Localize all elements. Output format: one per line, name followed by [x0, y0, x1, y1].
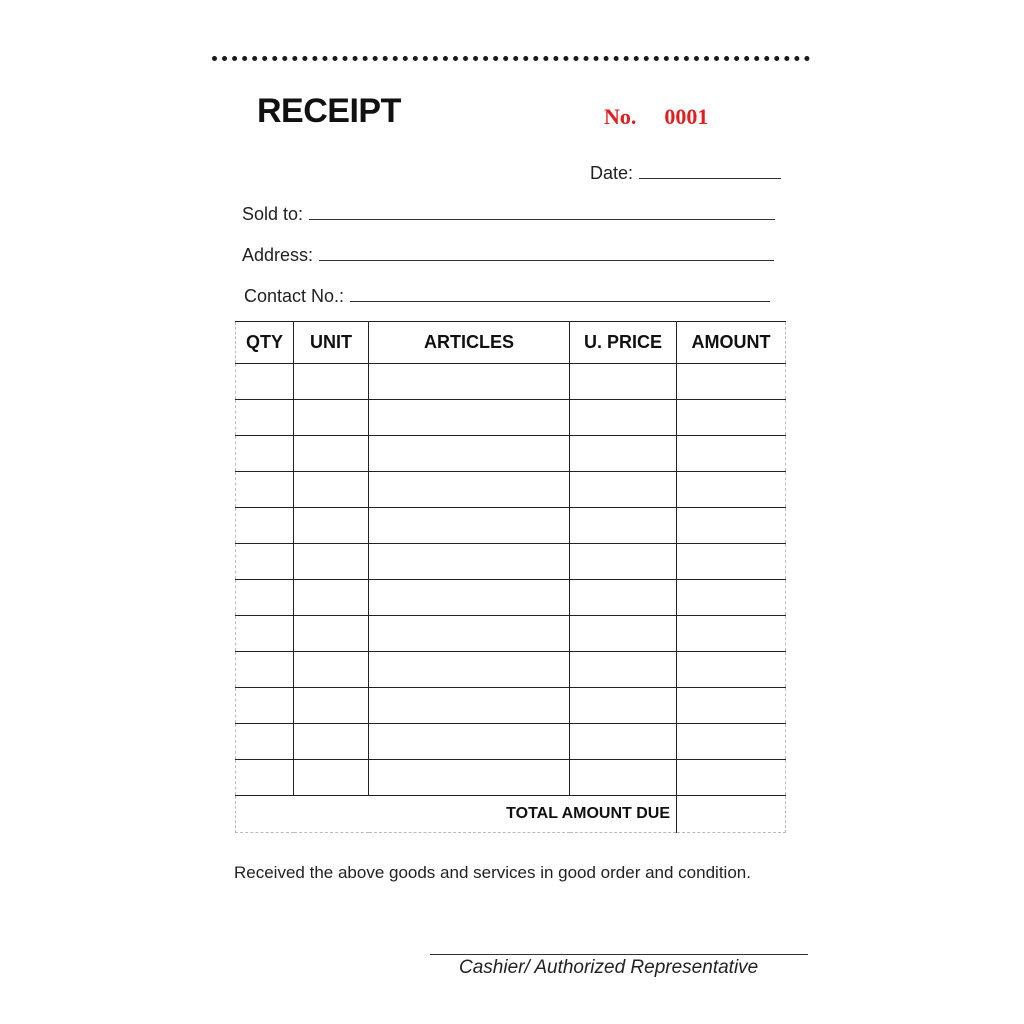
cell-qty[interactable] — [236, 436, 294, 472]
address-field[interactable] — [242, 245, 774, 266]
table-row — [236, 508, 786, 544]
perforation-line — [212, 56, 810, 61]
table-row — [236, 580, 786, 616]
receipt-title: RECEIPT — [257, 92, 401, 130]
cell-unit-price[interactable] — [570, 400, 677, 436]
sold-to-field[interactable] — [242, 204, 775, 225]
acknowledgement-text: Received the above goods and services in good order and condition. — [234, 863, 751, 882]
contact-field[interactable] — [244, 286, 770, 307]
cell-articles[interactable] — [369, 400, 570, 436]
cell-unit-price[interactable] — [570, 616, 677, 652]
signature-line[interactable] — [430, 954, 808, 955]
cell-unit[interactable] — [294, 544, 369, 580]
cell-amount[interactable] — [677, 544, 786, 580]
cell-unit[interactable] — [294, 364, 369, 400]
column-header-amount: AMOUNT — [677, 322, 786, 364]
cell-unit-price[interactable] — [570, 472, 677, 508]
cell-qty[interactable] — [236, 472, 294, 508]
cell-articles[interactable] — [369, 580, 570, 616]
cell-amount[interactable] — [677, 760, 786, 796]
cell-qty[interactable] — [236, 724, 294, 760]
cell-unit-price[interactable] — [570, 688, 677, 724]
cell-articles[interactable] — [369, 436, 570, 472]
table-row — [236, 472, 786, 508]
cell-unit-price[interactable] — [570, 508, 677, 544]
cell-articles[interactable] — [369, 544, 570, 580]
cell-unit[interactable] — [294, 760, 369, 796]
table-row — [236, 544, 786, 580]
cell-amount[interactable] — [677, 724, 786, 760]
cell-amount[interactable] — [677, 436, 786, 472]
sold-to-label: Sold to: — [242, 204, 304, 224]
cell-articles[interactable] — [369, 652, 570, 688]
total-row — [236, 796, 786, 833]
cell-unit[interactable] — [294, 652, 369, 688]
cell-articles[interactable] — [369, 724, 570, 760]
contact-label: Contact No.: — [244, 286, 345, 306]
items-table — [235, 321, 786, 833]
cell-qty[interactable] — [236, 652, 294, 688]
cell-qty[interactable] — [236, 544, 294, 580]
address-label: Address: — [242, 245, 314, 265]
cell-amount[interactable] — [677, 688, 786, 724]
contact-input-line[interactable] — [350, 300, 770, 302]
address-input-line[interactable] — [319, 259, 774, 261]
cell-unit-price[interactable] — [570, 364, 677, 400]
cell-amount[interactable] — [677, 652, 786, 688]
table-row — [236, 724, 786, 760]
cell-amount[interactable] — [677, 508, 786, 544]
cell-qty[interactable] — [236, 616, 294, 652]
cell-unit[interactable] — [294, 472, 369, 508]
table-row — [236, 688, 786, 724]
table-row — [236, 760, 786, 796]
column-header-unit-price: U. PRICE — [570, 322, 677, 364]
cell-qty[interactable] — [236, 364, 294, 400]
cell-unit-price[interactable] — [570, 544, 677, 580]
cell-qty[interactable] — [236, 688, 294, 724]
cell-amount[interactable] — [677, 472, 786, 508]
column-header-articles: ARTICLES — [369, 322, 570, 364]
cell-unit-price[interactable] — [570, 652, 677, 688]
cell-unit[interactable] — [294, 688, 369, 724]
cell-unit[interactable] — [294, 436, 369, 472]
cell-articles[interactable] — [369, 508, 570, 544]
table-row — [236, 400, 786, 436]
cell-unit[interactable] — [294, 724, 369, 760]
cell-amount[interactable] — [677, 616, 786, 652]
cell-qty[interactable] — [236, 580, 294, 616]
cell-unit[interactable] — [294, 400, 369, 436]
column-header-unit: UNIT — [294, 322, 369, 364]
cell-articles[interactable] — [369, 760, 570, 796]
receipt-number-value: 0001 — [664, 104, 709, 129]
total-amount-cell[interactable] — [677, 796, 786, 833]
sold-to-input-line[interactable] — [309, 218, 775, 220]
cell-amount[interactable] — [677, 364, 786, 400]
signature-caption: Cashier/ Authorized Representative — [459, 957, 759, 978]
cell-unit[interactable] — [294, 508, 369, 544]
cell-qty[interactable] — [236, 400, 294, 436]
cell-amount[interactable] — [677, 580, 786, 616]
cell-articles[interactable] — [369, 616, 570, 652]
table-row — [236, 436, 786, 472]
cell-qty[interactable] — [236, 760, 294, 796]
date-field[interactable] — [590, 163, 781, 184]
cell-unit[interactable] — [294, 580, 369, 616]
cell-unit-price[interactable] — [570, 724, 677, 760]
cell-amount[interactable] — [677, 400, 786, 436]
table-row — [236, 652, 786, 688]
cell-unit[interactable] — [294, 616, 369, 652]
table-header-row — [236, 322, 786, 364]
date-label: Date: — [590, 163, 634, 183]
cell-articles[interactable] — [369, 472, 570, 508]
table-row — [236, 616, 786, 652]
receipt-number-label: No. — [604, 104, 637, 129]
cell-unit-price[interactable] — [570, 436, 677, 472]
total-amount-label: TOTAL AMOUNT DUE — [236, 796, 677, 833]
cell-unit-price[interactable] — [570, 580, 677, 616]
cell-articles[interactable] — [369, 688, 570, 724]
column-header-qty: QTY — [236, 322, 294, 364]
date-input-line[interactable] — [639, 177, 781, 179]
cell-qty[interactable] — [236, 508, 294, 544]
receipt-number — [604, 104, 708, 130]
cell-articles[interactable] — [369, 364, 570, 400]
table-row — [236, 364, 786, 400]
cell-unit-price[interactable] — [570, 760, 677, 796]
